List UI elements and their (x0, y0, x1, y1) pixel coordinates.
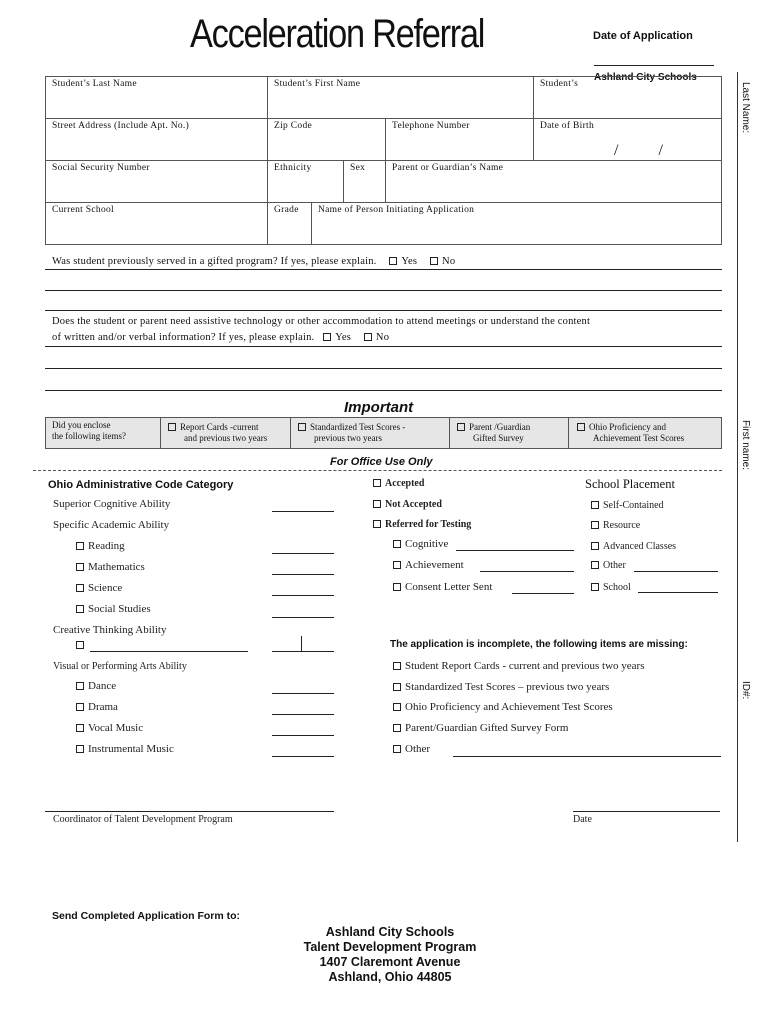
checkbox-icon[interactable] (591, 561, 599, 569)
checkbox-icon[interactable] (76, 542, 84, 550)
superior-line[interactable] (272, 511, 334, 512)
q1-yes-option[interactable]: Yes (389, 256, 417, 267)
signature-date-line[interactable] (573, 811, 720, 812)
specific-academic: Specific Academic Ability (53, 519, 170, 531)
q2-line-2: of written and/or verbal information? If yes, please explain. Yes No (52, 332, 390, 343)
placement-self-contained[interactable]: Self-Contained (591, 500, 664, 511)
testing-consent-letter[interactable]: Consent Letter Sent (393, 581, 492, 593)
send-label: Send Completed Application Form to: (52, 910, 241, 922)
dance-line[interactable] (272, 693, 334, 694)
placement-other[interactable]: Other (591, 560, 626, 571)
q2-line-1: Does the student or parent need assistive technology or other accommodation to attend meetings or understand the content (52, 316, 591, 327)
arts-dance[interactable]: Dance (76, 680, 116, 692)
arts-instrumental-music[interactable]: Instrumental Music (76, 743, 174, 755)
enclose-test-scores[interactable]: Standardized Test Scores - previous two years (298, 422, 405, 452)
signature-date-label: Date (573, 814, 592, 825)
subject-science[interactable]: Science (76, 582, 122, 594)
science-line[interactable] (272, 595, 334, 596)
sex-field[interactable]: Sex (350, 163, 366, 173)
drama-line[interactable] (272, 714, 334, 715)
checkbox-icon[interactable] (591, 521, 599, 529)
form-title: Acceleration Referral (190, 12, 485, 56)
visual-performing-arts: Visual or Performing Arts Ability (53, 661, 187, 672)
status-accepted[interactable]: Accepted (373, 478, 424, 489)
reading-line[interactable] (272, 553, 334, 554)
side-divider (737, 72, 738, 842)
checkbox-icon[interactable] (76, 605, 84, 613)
status-referred[interactable]: Referred for Testing (373, 519, 471, 530)
q1-gifted-program: Was student previously served in a gifted program? If yes, please explain. Yes No (52, 256, 456, 267)
q1-explain-line-3[interactable] (45, 310, 722, 311)
checkbox-icon[interactable] (168, 423, 176, 431)
checkbox-icon[interactable] (389, 257, 397, 265)
q1-no-option[interactable]: No (430, 256, 455, 267)
placement-school-line[interactable] (638, 592, 718, 593)
q1-explain-line-1[interactable] (45, 269, 722, 270)
checkbox-icon[interactable] (76, 703, 84, 711)
checkbox-icon[interactable] (76, 724, 84, 732)
side-label-id: ID#: (740, 681, 751, 700)
important-heading: Important (344, 399, 414, 416)
missing-test-scores[interactable]: Standardized Test Scores – previous two years (393, 681, 609, 693)
checkbox-icon[interactable] (591, 501, 599, 509)
ssn-field[interactable]: Social Security Number (52, 163, 150, 173)
subject-social-studies[interactable]: Social Studies (76, 603, 151, 615)
placement-school[interactable]: School (591, 582, 631, 593)
missing-other[interactable]: Other (393, 743, 430, 755)
enclose-report-cards[interactable]: Report Cards -current and previous two years (168, 422, 267, 452)
district-name: Ashland City Schools (594, 72, 697, 83)
checkbox-icon[interactable] (393, 561, 401, 569)
dob-slashes: / / (614, 142, 663, 159)
enclose-gifted-survey[interactable]: Parent /Guardian Gifted Survey (457, 422, 530, 452)
enclose-proficiency-scores[interactable]: Ohio Proficiency and Achievement Test Scores (577, 422, 684, 452)
checkbox-icon[interactable] (393, 540, 401, 548)
initiator-name-field[interactable]: Name of Person Initiating Application (318, 205, 475, 215)
checkbox-icon[interactable] (591, 583, 599, 591)
checkbox-icon[interactable] (393, 662, 401, 670)
status-not-accepted[interactable]: Not Accepted (373, 499, 442, 510)
checkbox-icon[interactable] (76, 641, 84, 649)
q2-explain-line-1[interactable] (45, 346, 722, 347)
achievement-line[interactable] (480, 571, 574, 572)
checkbox-icon[interactable] (393, 683, 401, 691)
first-name-field[interactable]: Student’s First Name (274, 79, 361, 89)
telephone-field[interactable]: Telephone Number (392, 121, 470, 131)
category-heading: Ohio Administrative Code Category (48, 479, 234, 491)
checkbox-icon[interactable] (577, 423, 585, 431)
date-of-application-label: Date of Application (593, 30, 693, 42)
q1-explain-line-2[interactable] (45, 290, 722, 291)
mailing-address: Ashland City Schools Talent Development Program 1407 Claremont Avenue Ashland, Ohio 44805 (303, 925, 477, 984)
placement-advanced[interactable]: Advanced Classes (591, 541, 676, 552)
side-label-last-name: Last Name: (740, 82, 751, 134)
vocal-music-line[interactable] (272, 735, 334, 736)
checkbox-icon[interactable] (298, 423, 306, 431)
creative-checkbox[interactable] (76, 639, 88, 651)
missing-gifted-survey[interactable]: Parent/Guardian Gifted Survey Form (393, 722, 568, 734)
zip-code-field[interactable]: Zip Code (274, 121, 313, 131)
current-school-field[interactable]: Current School (52, 205, 114, 215)
subject-reading[interactable]: Reading (76, 540, 125, 552)
mathematics-line[interactable] (272, 574, 334, 575)
testing-cognitive[interactable]: Cognitive (393, 538, 448, 550)
arts-vocal-music[interactable]: Vocal Music (76, 722, 143, 734)
side-label-first-name: First name: (740, 420, 751, 471)
incomplete-heading: The application is incomplete, the following items are missing: (390, 639, 688, 650)
testing-achievement[interactable]: Achievement (393, 559, 464, 571)
social-studies-line[interactable] (272, 617, 334, 618)
subject-mathematics[interactable]: Mathematics (76, 561, 145, 573)
q2-yes-option[interactable]: Yes (323, 332, 351, 343)
creative-line[interactable] (90, 651, 248, 652)
checkbox-icon[interactable] (591, 542, 599, 550)
placement-resource[interactable]: Resource (591, 520, 640, 531)
arts-drama[interactable]: Drama (76, 701, 118, 713)
placement-other-line[interactable] (634, 571, 718, 572)
checkbox-icon[interactable] (323, 333, 331, 341)
checkbox-icon[interactable] (373, 500, 381, 508)
checkbox-icon[interactable] (364, 333, 372, 341)
creative-thinking: Creative Thinking Ability (53, 624, 167, 636)
q2-no-option[interactable]: No (364, 332, 389, 343)
checkbox-icon[interactable] (393, 745, 401, 753)
checkbox-icon[interactable] (76, 584, 84, 592)
guardian-name-field[interactable]: Parent or Guardian’s Name (392, 163, 504, 173)
checkbox-icon[interactable] (393, 724, 401, 732)
checkbox-icon[interactable] (393, 583, 401, 591)
consent-line[interactable] (512, 593, 574, 594)
office-divider (33, 470, 722, 471)
checkbox-icon[interactable] (393, 703, 401, 711)
checkbox-icon[interactable] (76, 745, 84, 753)
office-use-heading: For Office Use Only (330, 456, 433, 468)
coordinator-signature-line[interactable] (45, 811, 334, 812)
student-field[interactable]: Student’s (540, 79, 579, 89)
missing-other-line[interactable] (453, 756, 721, 757)
enclose-question: Did you enclose the following items? (52, 420, 126, 441)
placement-heading: School Placement (585, 477, 675, 491)
q2-explain-line-2[interactable] (45, 368, 722, 369)
date-of-birth-field[interactable]: Date of Birth (540, 121, 595, 131)
missing-proficiency-scores[interactable]: Ohio Proficiency and Achievement Test Scores (393, 701, 613, 713)
creative-score-line[interactable] (272, 651, 334, 652)
instrumental-music-line[interactable] (272, 756, 334, 757)
last-name-field[interactable]: Student’s Last Name (52, 79, 137, 89)
cognitive-line[interactable] (456, 550, 574, 551)
checkbox-icon[interactable] (430, 257, 438, 265)
checkbox-icon[interactable] (373, 479, 381, 487)
date-of-application-line[interactable] (594, 65, 714, 66)
checkbox-icon[interactable] (76, 563, 84, 571)
checkbox-icon[interactable] (373, 520, 381, 528)
superior-cognitive: Superior Cognitive Ability (53, 498, 171, 510)
street-address-field[interactable]: Street Address (Include Apt. No.) (52, 121, 190, 131)
checkbox-icon[interactable] (457, 423, 465, 431)
q2-explain-line-3[interactable] (45, 390, 722, 391)
checkbox-icon[interactable] (76, 682, 84, 690)
missing-report-cards[interactable]: Student Report Cards - current and previous two years (393, 660, 645, 672)
coordinator-label: Coordinator of Talent Development Program (53, 814, 233, 825)
ethnicity-field[interactable]: Ethnicity (274, 163, 312, 173)
grade-field[interactable]: Grade (274, 205, 299, 215)
